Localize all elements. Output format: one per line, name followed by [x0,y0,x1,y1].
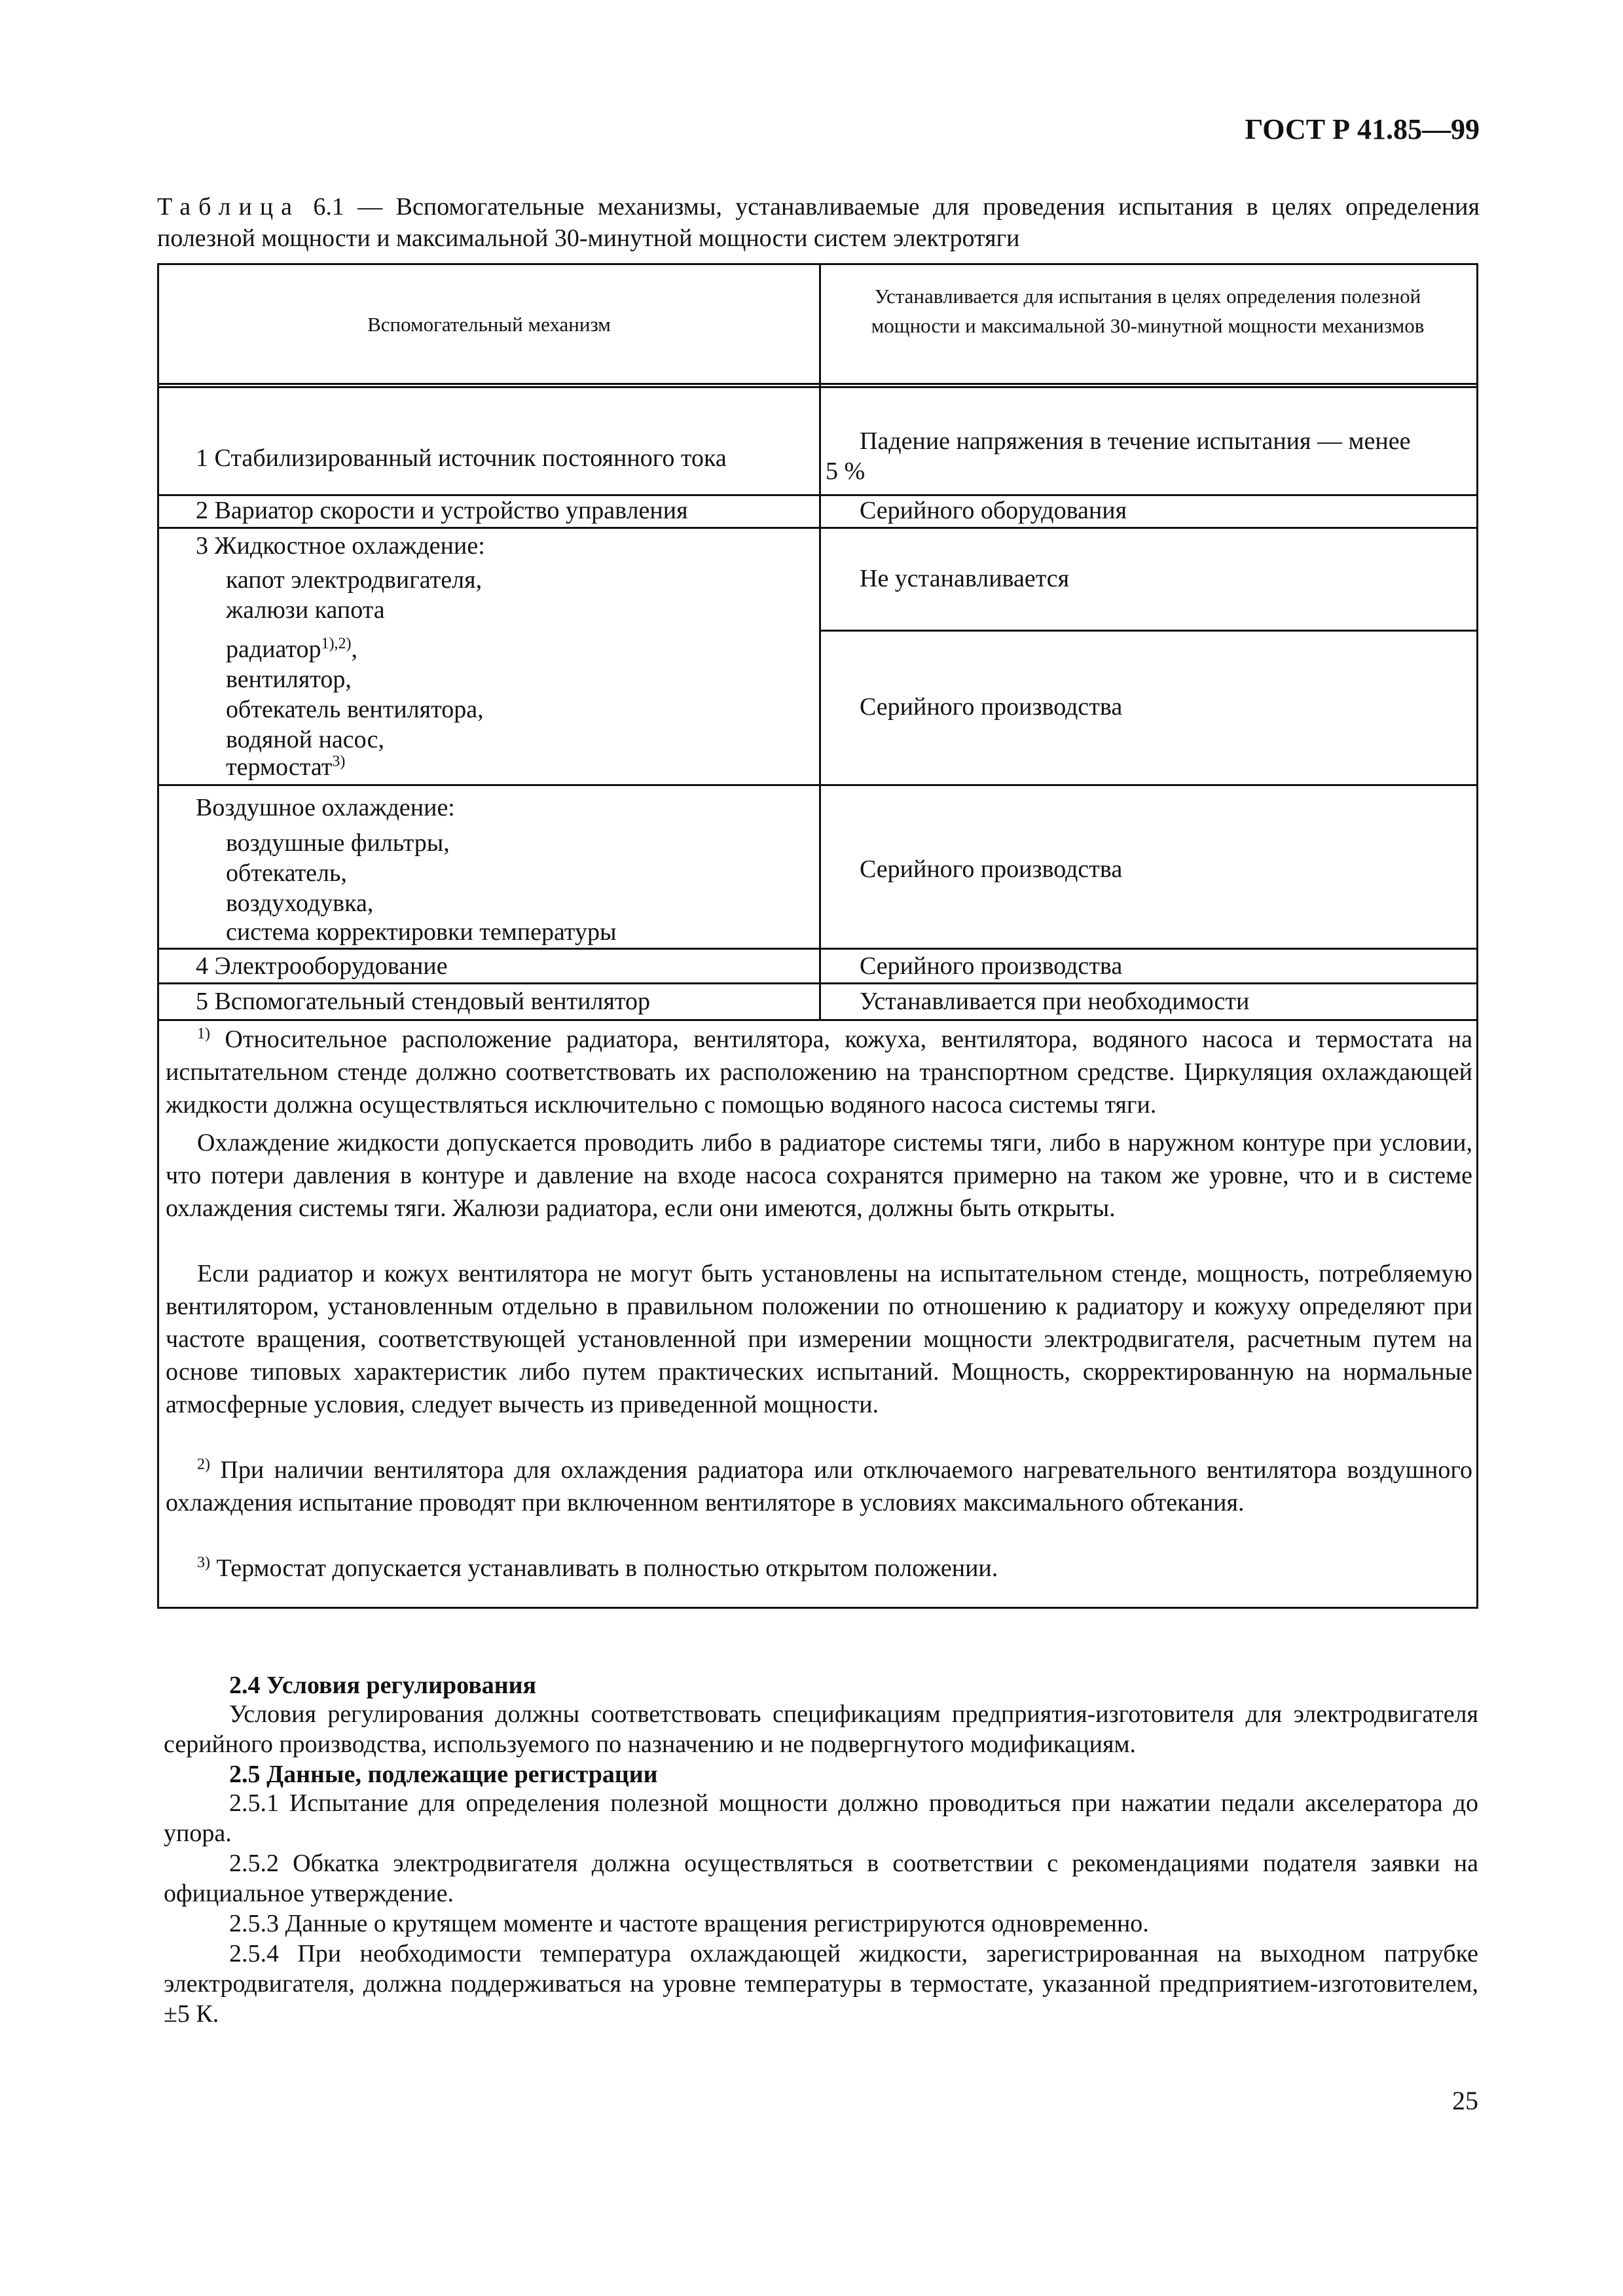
row3-item: обтекатель вентилятора, [226,696,484,723]
clause-2-5-1: 2.5.1 Испытание для определения полезной мощности должно проводиться при нажатии педали акселератора до упора. [164,1789,1478,1847]
footnote-3-text: Термостат допускается устанавливать в полностью открытом положении. [216,1554,998,1582]
row3-group2-value: Серийного производства [860,693,1123,721]
thermostat-label: термостат [226,753,333,781]
page-number: 25 [1452,2086,1478,2115]
row1-mechanism: 1 Стабилизированный источник постоянного тока [196,444,727,472]
column-divider [819,265,821,985]
col1-header: Вспомогательный механизм [367,313,611,336]
row3b-item: воздушные фильтры, [226,829,450,857]
footnote-3 [166,1552,1472,1585]
row-divider [159,784,1476,786]
row3-item [226,634,815,664]
document-code: ГОСТ Р 41.85—99 [1245,113,1480,145]
radiator-comma: , [351,636,358,663]
row4-mechanism: 4 Электрооборудование [196,952,448,980]
footnote-paragraph: Если радиатор и кожух вентилятора не могут быть установлены на испытательном стенде, мощность, потребляемую вентилятором, установленным отдельно в правильном положении по отношению к радиатору и кожуху определяют при частоте вращения, соответствующей установленной при измерении мощности электродвигателя, расчетным путем на основе типовых характеристик либо путем практических испытаний. Мощность, скорректированную на нормальные атмосферные условия, следует вычесть из приведенной мощности. [166,1260,1472,1418]
clause-2-5-4: 2.5.4 При необходимости температура охлаждающей жидкости, зарегистрированная на выходном патрубке электродвигателя, должна поддерживаться на уровне температуры в термостате, указанной предприятием-изготовителем, ±5 К. [164,1940,1478,2028]
table-caption [157,191,1480,254]
row3-item: вентилятор, [226,666,352,693]
row3-item: капот электродвигателя, [226,566,483,594]
notes-divider [159,1019,1476,1021]
table-caption-label: Таблица [157,193,301,221]
row1-value-line2: 5 % [826,457,866,485]
row3-group1-value: Не устанавливается [860,565,1070,592]
row3b-item: воздуходувка, [226,889,374,917]
section-2-4-title: 2.4 Условия регулирования [229,1672,537,1699]
col2-header: Устанавливается для испытания в целях определения полезной мощности и максимальной 30-минутной мощности механизмов [871,285,1425,337]
row5-value: Устанавливается при необходимости [860,988,1250,1015]
row3b-value: Серийного производства [860,855,1123,883]
row-divider [159,982,1476,984]
row3-item: водяной насос, [226,726,384,753]
footnote-paragraph: Охлаждение жидкости допускается проводить либо в радиаторе системы тяги, либо в наружном контуре при условии, что потери давления в контуре и давление на входе насоса сохранятся примерно на таком же уровне, что и в системе охлаждения системы тяги. Жалюзи радиатора, если они имеются, должны быть открыты. [166,1129,1472,1222]
auxiliary-equipment-table [157,263,1478,1609]
section-2-4-text: Условия регулирования должны соответствовать спецификациям предприятия-изготовителя для электродвигателя серийного производства, используемого по назначению и не подвергнутого модификациям. [164,1700,1478,1758]
row5-mechanism: 5 Вспомогательный стендовый вентилятор [196,988,651,1015]
column-divider [819,982,821,1019]
clause-2-5-3: 2.5.3 Данные о крутящем моменте и частоте вращения регистрируются одновременно. [229,1910,1149,1937]
footnote-1-marker: 1) [197,1025,210,1043]
row2-mechanism: 2 Вариатор скорости и устройство управления [196,497,688,524]
table-caption-text: 6.1 — Вспомогательные механизмы, устанавливаемые для проведения испытания в целях определения полезной мощности и максимальной 30-минутной мощности систем электротяги [157,193,1480,252]
row2-value: Серийного оборудования [860,497,1127,524]
row3b-item: система корректировки температуры [226,918,617,946]
row4-value: Серийного производства [860,952,1123,980]
row3-title: 3 Жидкостное охлаждение: [196,532,485,560]
row3-item: жалюзи капота [226,596,385,624]
thermostat-footnote-ref: 3) [332,753,346,770]
clause-2-5-2: 2.5.2 Обкатка электродвигателя должна осуществляться в соответствии с рекомендациями подателя заявки на официальное утверждение. [164,1850,1478,1907]
row-divider [819,630,1476,632]
header-divider-double [159,386,1476,388]
footnote-1-text: Относительное расположение радиатора, вентилятора, кожуха, вентилятора, водяного насоса и термостата на испытательном стенде должно соответствовать их расположению на транспортном средстве. Циркуляция охлаждающей жидкости должна осуществляться исключительно с помощью водяного насоса системы тяги. [166,1026,1472,1119]
section-2-5-title: 2.5 Данные, подлежащие регистрации [229,1761,658,1788]
footnote-2 [166,1454,1472,1519]
header-divider [159,383,1476,385]
footnote-2-marker: 2) [197,1456,210,1473]
row3b-title: Воздушное охлаждение: [196,794,455,821]
footnote-1 [166,1023,1472,1121]
row3b-item: обтекатель, [226,859,347,887]
footnote-2-text: При наличии вентилятора для охлаждения радиатора или отключаемого нагревательного вентилятора воздушного охлаждения испытание проводят при включенном вентиляторе в условиях максимального обтекания. [166,1456,1472,1516]
radiator-footnote-ref: 1),2) [321,635,352,653]
row3-item [226,752,815,782]
row1-value-line1: Падение напряжения в течение испытания — менее [860,427,1411,455]
row-divider [159,948,1476,950]
radiator-label: радиатор [226,636,321,663]
row-divider [159,527,1476,529]
footnote-3-marker: 3) [197,1554,210,1571]
